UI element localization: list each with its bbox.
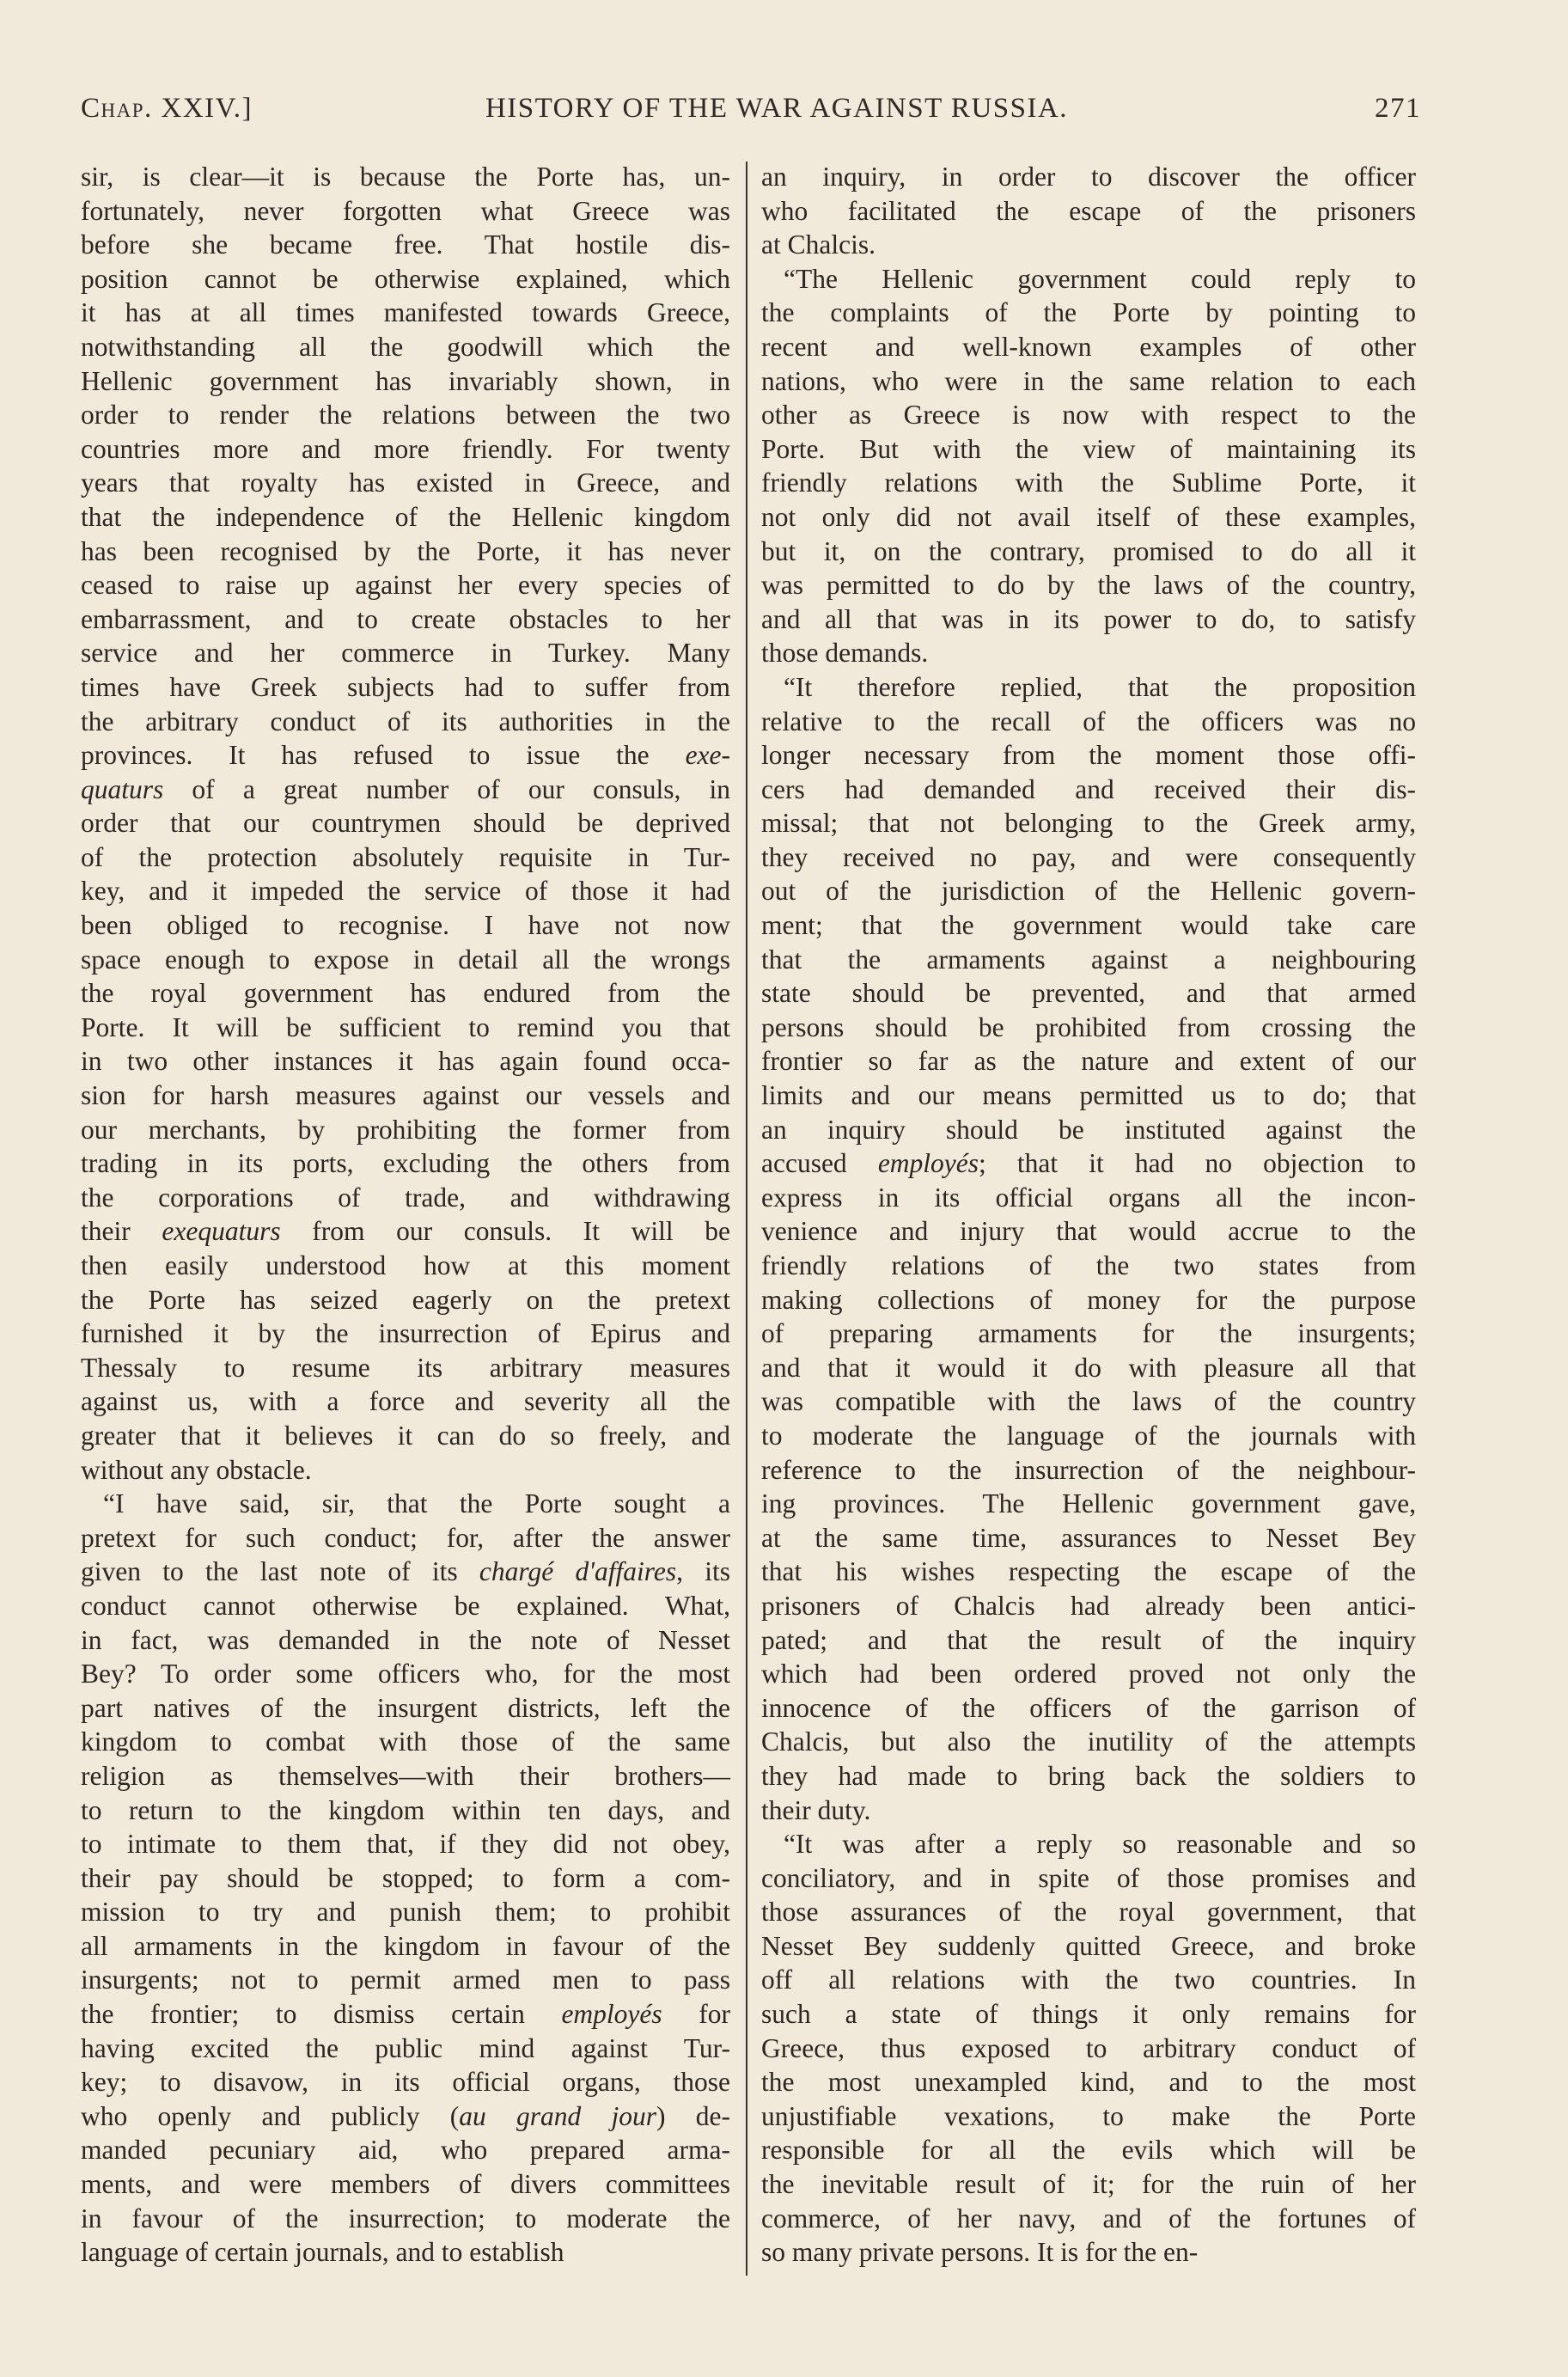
text-line: in fact, was demanded in the note of Nesset [81,1624,730,1655]
text-line: greater that it believes it can do so freely, and [81,1420,730,1451]
text-line: service and her commerce in Turkey. Many [81,638,730,669]
text-line: trading in its ports, excluding the others from [81,1148,730,1179]
text-line: “The Hellenic government could reply to [784,263,1416,294]
text-line: years that royalty has existed in Greece, and [81,467,730,498]
text-line: reference to the insurrection of the neighbour- [761,1454,1416,1485]
text-line: our merchants, by prohibiting the former from [81,1114,730,1145]
text-line: ments, and were members of divers committees [81,2169,730,2200]
text-line: “It therefore replied, that the proposition [784,671,1416,702]
text-line: key, and it impeded the service of those it had [81,876,730,907]
text-line: their pay should be stopped; to form a com- [81,1862,730,1893]
text-line: against us, with a force and severity all the [81,1386,730,1417]
text-line: friendly relations with the Sublime Porte, it [761,467,1416,498]
text-line: not only did not avail itself of these examples, [761,501,1416,532]
text-line: before she became free. That hostile dis- [81,229,730,260]
text-line: that his wishes respecting the escape of the [761,1556,1416,1587]
text-line: who facilitated the escape of the prisoners [761,195,1416,226]
text-line: innocence of the officers of the garrison of [761,1692,1416,1723]
text-line: unjustifiable vexations, to make the Porte [761,2100,1416,2131]
text-line: order that our countrymen should be deprived [81,808,730,839]
text-line: ment; that the government would take care [761,910,1416,941]
text-line: an inquiry should be instituted against the [761,1114,1416,1145]
text-line: off all relations with the two countries. In [761,1965,1416,1995]
text-line: Thessaly to resume its arbitrary measures [81,1352,730,1383]
paragraph [761,670,1416,1827]
text-line: the royal government has endured from the [81,978,730,1009]
text-line: the most unexampled kind, and to the most [761,2067,1416,2098]
column-divider [746,162,747,2276]
text-line: at the same time, assurances to Nesset Bey [761,1522,1416,1553]
text-line: limits and our means permitted us to do; that [761,1080,1416,1111]
text-line: recent and well-known examples of other [761,331,1416,362]
text-line: relative to the recall of the officers was no [761,706,1416,736]
text-line: the Porte has seized eagerly on the pretext [81,1284,730,1315]
text-line: their duty. [761,1794,871,1825]
text-line: “It was after a reply so reasonable and so [784,1829,1416,1860]
text-line: an inquiry, in order to discover the officer [761,162,1416,192]
text-line: all armaments in the kingdom in favour of the [81,1930,730,1961]
text-line: that the armaments against a neighbouring [761,944,1416,975]
paragraph [761,160,1416,262]
page-title: HISTORY OF THE WAR AGAINST RUSSIA. [485,93,1069,124]
text-line: out of the jurisdiction of the Hellenic govern- [761,876,1416,907]
text-line: conciliatory, and in spite of those promises and [761,1862,1416,1893]
text-line: has been recognised by the Porte, it has never [81,535,730,566]
text-line: at Chalcis. [761,229,876,260]
text-line: the corporations of trade, and withdrawing [81,1182,730,1213]
text-line: was compatible with the laws of the country [761,1386,1416,1417]
text-line: the complaints of the Porte by pointing to [761,297,1416,328]
text-line: pated; and that the result of the inquiry [761,1624,1416,1655]
text-line: it has at all times manifested towards Greece, [81,297,730,328]
text-line: in two other instances it has again found occa- [81,1046,730,1077]
text-line: Hellenic government has invariably shown, in [81,365,730,396]
text-line: of the protection absolutely requisite in Tur- [81,841,730,872]
paragraph [81,1487,730,2270]
text-line: been obliged to recognise. I have not now [81,910,730,941]
text-line: part natives of the insurgent districts, left the [81,1692,730,1723]
paragraph [81,160,730,1487]
text-line: mission to try and punish them; to prohibit [81,1897,730,1928]
text-line: ceased to raise up against her every species of [81,570,730,601]
right-column [761,160,1416,2270]
text-line: those assurances of the royal government, that [761,1897,1416,1928]
text-line: sion for harsh measures against our vessels and [81,1080,730,1111]
text-line: the frontier; to dismiss certain employés for [81,1999,730,2030]
text-line: nations, who were in the same relation to each [761,365,1416,396]
text-line: their exequaturs from our consuls. It will be [81,1216,730,1247]
text-line: in favour of the insurrection; to moderate the [81,2203,730,2233]
chapter-label: Chap. XXIV.] [81,93,253,124]
text-line: persons should be prohibited from crossing the [761,1011,1416,1042]
text-line: which had been ordered proved not only the [761,1659,1416,1690]
text-line: manded pecuniary aid, who prepared arma- [81,2135,730,2166]
text-line: Porte. But with the view of maintaining its [761,433,1416,464]
text-line: state should be prevented, and that armed [761,978,1416,1009]
text-line: they had made to bring back the soldiers to [761,1760,1416,1791]
text-line: fortunately, never forgotten what Greece was [81,195,730,226]
text-line: to intimate to them that, if they did not obey, [81,1829,730,1860]
paragraph [761,262,1416,670]
text-line: they received no pay, and were consequently [761,841,1416,872]
page-number: 271 [1375,93,1421,124]
text-line: kingdom to combat with those of the same [81,1726,730,1757]
text-line: having excited the public mind against Tur- [81,2032,730,2063]
text-line: express in its official organs all the incon- [761,1182,1416,1213]
text-line: Nesset Bey suddenly quitted Greece, and broke [761,1930,1416,1961]
text-line: Porte. It will be sufficient to remind you that [81,1011,730,1042]
text-line: then easily understood how at this moment [81,1250,730,1280]
text-line: position cannot be otherwise explained, which [81,263,730,294]
text-line: key; to disavow, in its official organs, those [81,2067,730,2098]
text-line: who openly and publicly (au grand jour) de- [81,2100,730,2131]
text-line: sir, is clear—it is because the Porte has, un- [81,162,730,192]
text-line: so many private persons. It is for the en- [761,2237,1199,2268]
text-line: prisoners of Chalcis had already been antici- [761,1590,1416,1621]
text-line: was permitted to do by the laws of the country, [761,570,1416,601]
text-line: but it, on the contrary, promised to do all it [761,535,1416,566]
paragraph [761,1827,1416,2270]
text-line: times have Greek subjects had to suffer from [81,671,730,702]
text-line: to return to the kingdom within ten days, and [81,1794,730,1825]
text-line: frontier so far as the nature and extent of our [761,1046,1416,1077]
text-line: that the independence of the Hellenic kingdom [81,501,730,532]
text-line: Chalcis, but also the inutility of the attempts [761,1726,1416,1757]
text-line: without any obstacle. [81,1454,312,1485]
text-line: commerce, of her navy, and of the fortunes of [761,2203,1416,2233]
text-line: cers had demanded and received their dis- [761,773,1416,804]
text-line: Bey? To order some officers who, for the most [81,1659,730,1690]
text-line: longer necessary from the moment those offi- [761,740,1416,771]
text-line: notwithstanding all the goodwill which the [81,331,730,362]
text-line: pretext for such conduct; for, after the answer [81,1522,730,1553]
text-line: language of certain journals, and to establish [81,2237,564,2268]
text-line: to moderate the language of the journals with [761,1420,1416,1451]
text-line: those demands. [761,638,929,669]
text-line: “I have said, sir, that the Porte sought a [103,1488,730,1519]
text-line: Greece, thus exposed to arbitrary conduct of [761,2032,1416,2063]
text-line: of preparing armaments for the insurgents; [761,1318,1416,1349]
text-line: given to the last note of its chargé d'affaires, its [81,1556,730,1587]
text-line: space enough to expose in detail all the wrongs [81,944,730,975]
text-line: the arbitrary conduct of its authorities in the [81,706,730,736]
text-line: ing provinces. The Hellenic government gave, [761,1488,1416,1519]
text-line: accused employés; that it had no objection to [761,1148,1416,1179]
text-line: countries more and more friendly. For twenty [81,433,730,464]
text-line: such a state of things it only remains for [761,1999,1416,2030]
text-line: quaturs of a great number of our consuls, in [81,773,730,804]
text-line: embarrassment, and to create obstacles to her [81,603,730,634]
text-line: the inevitable result of it; for the ruin of her [761,2169,1416,2200]
text-line: provinces. It has refused to issue the exe- [81,740,730,771]
running-head [81,93,1421,137]
text-line: responsible for all the evils which will be [761,2135,1416,2166]
text-line: friendly relations of the two states from [761,1250,1416,1280]
text-line: and that it would it do with pleasure all that [761,1352,1416,1383]
text-line: insurgents; not to permit armed men to pass [81,1965,730,1995]
text-line: and all that was in its power to do, to satisfy [761,603,1416,634]
text-line: order to render the relations between the two [81,400,730,431]
text-line: furnished it by the insurrection of Epirus and [81,1318,730,1349]
text-line: religion as themselves—with their brothers— [81,1760,730,1791]
text-line: missal; that not belonging to the Greek army, [761,808,1416,839]
text-line: other as Greece is now with respect to the [761,400,1416,431]
text-line: conduct cannot otherwise be explained. What, [81,1590,730,1621]
left-column [81,160,730,2270]
text-line: venience and injury that would accrue to the [761,1216,1416,1247]
text-line: making collections of money for the purpose [761,1284,1416,1315]
